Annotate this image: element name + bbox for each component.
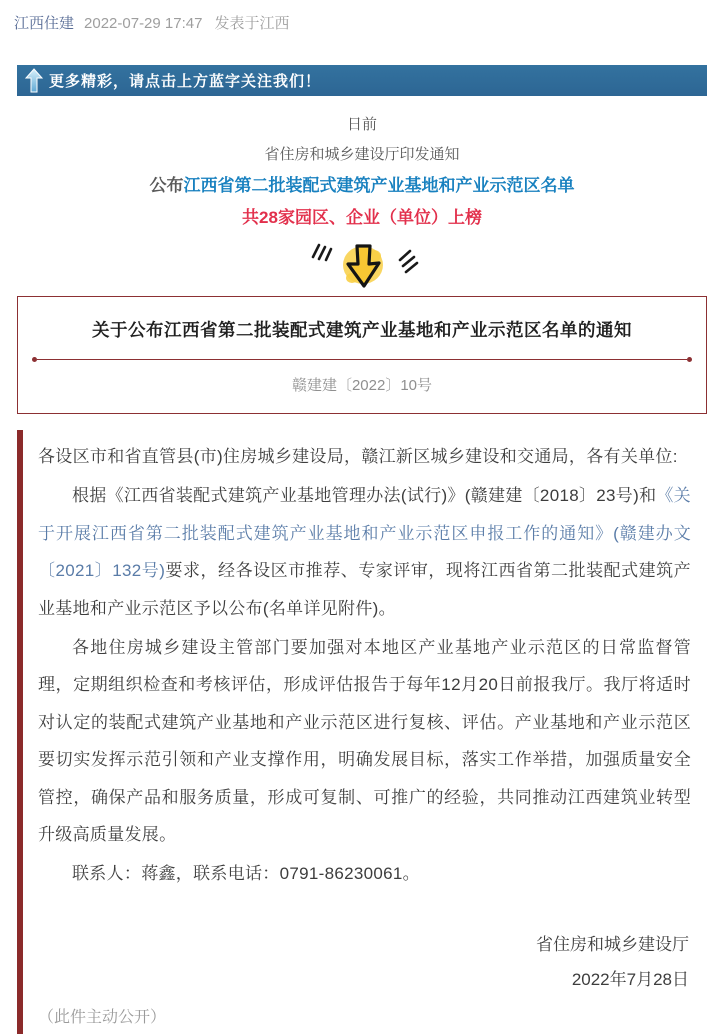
publish-location: 发表于江西 (214, 15, 290, 32)
down-arrow-decoration (0, 238, 724, 294)
follow-banner (17, 65, 707, 96)
up-arrow-icon (23, 68, 45, 94)
signature-block (38, 927, 691, 998)
basis-text-before: 根据《江西省装配式建筑产业基地管理办法(试行)》(赣建建〔2018〕23号)和 (72, 486, 657, 506)
article-meta (0, 0, 724, 33)
notice-document-link[interactable]: 《关于开展江西省第二批装配式建筑产业基地和产业示范区申报工作的通知》(赣建办文〔2021〕132号) (38, 486, 691, 581)
intro-line-1: 日前 (346, 116, 377, 133)
basis-paragraph (38, 477, 691, 627)
intro-line-3-highlight: 江西省第二批装配式建筑产业基地和产业示范区名单 (183, 176, 575, 195)
intro-line-3-prefix: 公布 (149, 176, 184, 195)
notice-title-box (17, 296, 707, 414)
notice-body (17, 430, 707, 1034)
divider-line (37, 359, 687, 360)
intro-line-3 (0, 170, 724, 202)
doc-number: 赣建建〔2022〕10号 (291, 377, 433, 394)
salutation-paragraph: 各设区市和省直管县(市)住房城乡建设局，赣江新区城乡建设和交通局，各有关单位: (38, 447, 678, 466)
notice-divider (32, 357, 692, 362)
account-name-link[interactable]: 江西住建 (14, 15, 75, 32)
publish-timestamp: 2022-07-29 17:47 (84, 15, 203, 32)
divider-dot-right (687, 357, 692, 362)
intro-block (0, 110, 724, 234)
follow-banner-text: 更多精彩，请点击上方蓝字关注我们！ (49, 73, 322, 90)
signature-org: 省住房和城乡建设厅 (536, 934, 689, 954)
basis-text-after: 要求，经各设区市推荐、专家评审，现将江西省第二批装配式建筑产业基地和产业示范区予以公布(名单详见附件)。 (38, 561, 691, 618)
signature-date: 2022年7月28日 (571, 970, 689, 990)
notice-title: 关于公布江西省第二批装配式建筑产业基地和产业示范区名单的通知 (92, 320, 632, 340)
intro-line-4: 共28家园区、企业（单位）上榜 (242, 208, 482, 227)
requirements-paragraph: 各地住房城乡建设主管部门要加强对本地区产业基地产业示范区的日常监督管理，定期组织检查和考核评估，形成评估报告于每年12月20日前报我厅。我厅将适时对认定的装配式建筑产业基地和产业示范区进行复核、评估。产业基地和产业示范区要切实发挥示范引领和产业支撑作用，明确发展目标，落实工作举措，加强质量安全管控，确保产品和服务质量，形成可复制、可推广的经验，共同推动江西建筑业转型升级高质量发展。 (38, 637, 691, 844)
contact-paragraph: 联系人：蒋鑫，联系电话：0791-86230061。 (72, 864, 420, 884)
intro-line-2: 省住房和城乡建设厅印发通知 (264, 146, 460, 163)
disclosure-footnote: （此件主动公开） (38, 1009, 167, 1027)
down-arrow-icon (262, 238, 462, 294)
